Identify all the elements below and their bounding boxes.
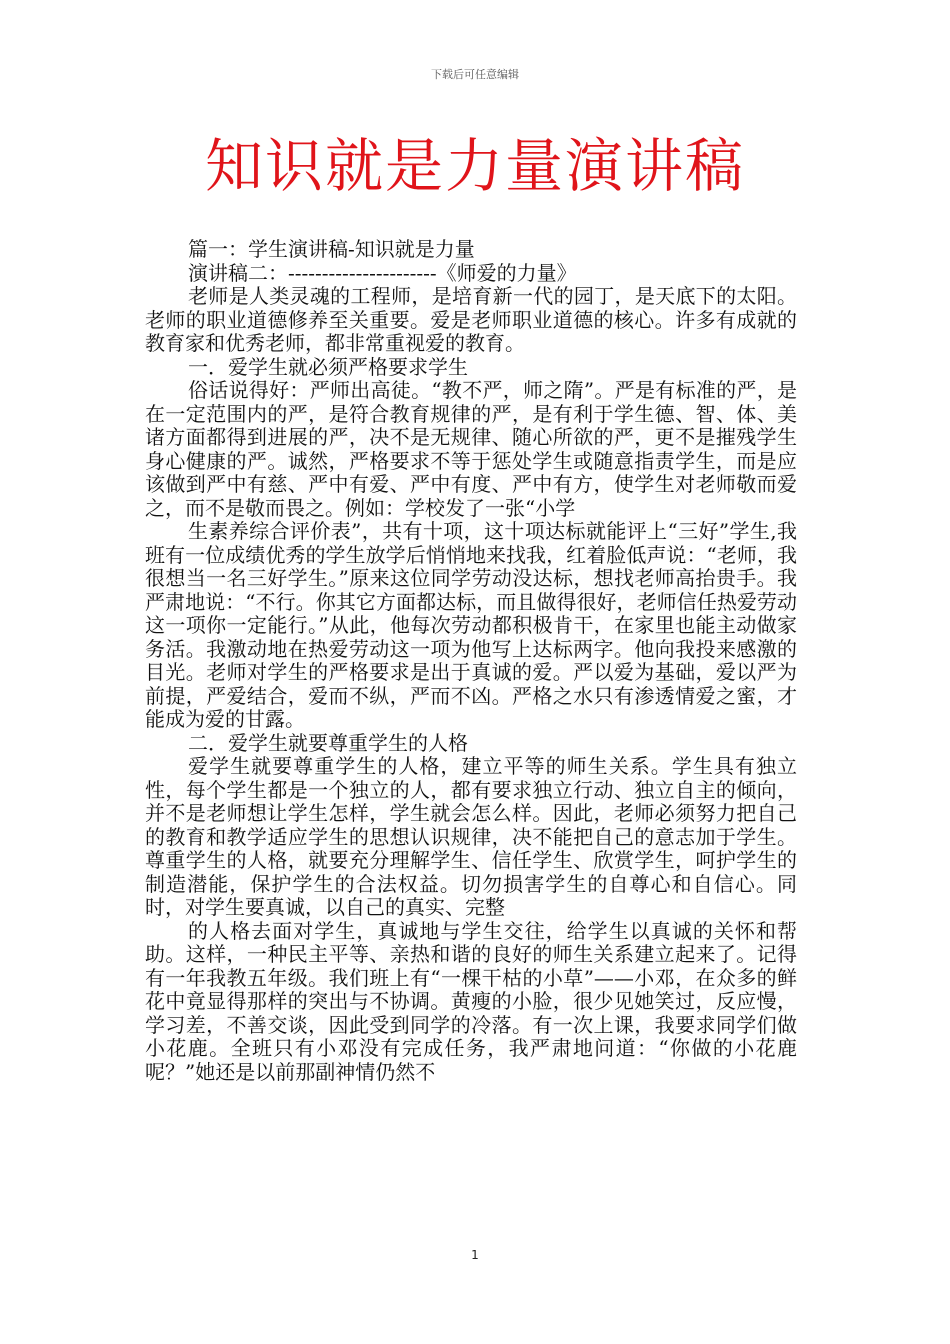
section-heading-1: 篇一：学生演讲稿-知识就是力量: [188, 237, 475, 261]
body-paragraph: 生素养综合评价表”，共有十项，这十项达标就能评上“三好”学生,我班有一位成绩优秀的学生放学后悄悄地来找我，红着脸低声说：“老师，我很想当一名三好学生。”原来这位同学劳动没达标，想找老师高抬贵手。我严肃地说：“不行。你其它方面都达标，而且做得很好，老师信任热爱劳动这一项你一定能行。”从此，他每次劳动都积极肯干，在家里也能主动做家务活。我激动地在热爱劳动这一项为他写上达标两字。他向我投来感激的目光。老师对学生的严格要求是出于真诚的爱。严以爱为基础，爱以严为前提，严爱结合，爱而不纵，严而不凶。严格之水只有渗透情爱之蜜，才能成为爱的甘露。: [145, 519, 797, 731]
document-body: [145, 238, 797, 1084]
body-paragraph: 俗话说得好：严师出高徒。“教不严，师之隋”。严是有标准的严，是在一定范围内的严，是符合教育规律的严，是有利于学生德、智、体、美诸方面都得到进展的严，决不是无规律、随心所欲的严，更不是摧残学生身心健康的严。诚然，严格要求不等于惩处学生或随意指责学生，而是应该做到严中有慈、严中有爱、严中有度、严中有方，使学生对老师敬而爱之，而不是敬而畏之。例如：学校发了一张“小学: [145, 378, 797, 520]
header-note: 下载后可任意编辑: [431, 68, 519, 81]
section-heading-2: 一．爱学生就必须严格要求学生: [188, 354, 468, 379]
body-paragraph: 老师是人类灵魂的工程师，是培育新一代的园丁，是天底下的太阳。老师的职业道德修养至关重要。爱是老师职业道德的核心。许多有成就的教育家和优秀老师，都非常重视爱的教育。: [145, 284, 797, 355]
body-paragraph: 的人格去面对学生，真诚地与学生交往，给学生以真诚的关怀和帮助。这样，一种民主平等、亲热和谐的良好的师生关系建立起来了。记得有一年我教五年级。我们班上有“一棵干枯的小草”——小邓，在众多的鲜花中竟显得那样的突出与不协调。黄瘦的小脸，很少见她笑过，反应慢，学习差，不善交谈，因此受到同学的冷落。有一次上课，我要求同学们做小花鹿。全班只有小邓没有完成任务，我严肃地问道：“你做的小花鹿呢？”她还是以前那副神情仍然不: [145, 918, 797, 1084]
document-title: 知识就是力量演讲稿: [204, 132, 745, 200]
page-number: 1: [471, 1248, 479, 1262]
section-heading-3: 二．爱学生就要尊重学生的人格: [188, 730, 468, 755]
speech-subtitle: 演讲稿二：----------------------《师爱的力量》: [188, 260, 577, 285]
body-paragraph: 爱学生就要尊重学生的人格，建立平等的师生关系。学生具有独立性，每个学生都是一个独立的人，都有要求独立行动、独立自主的倾向，并不是老师想让学生怎样，学生就会怎么样。因此，老师必须努力把自己的教育和教学适应学生的思想认识规律，决不能把自己的意志加于学生。尊重学生的人格，就要充分理解学生、信任学生、欣赏学生，呵护学生的制造潜能，保护学生的合法权益。切勿损害学生的自尊心和自信心。同时，对学生要真诚，以自己的真实、完整: [145, 754, 797, 919]
